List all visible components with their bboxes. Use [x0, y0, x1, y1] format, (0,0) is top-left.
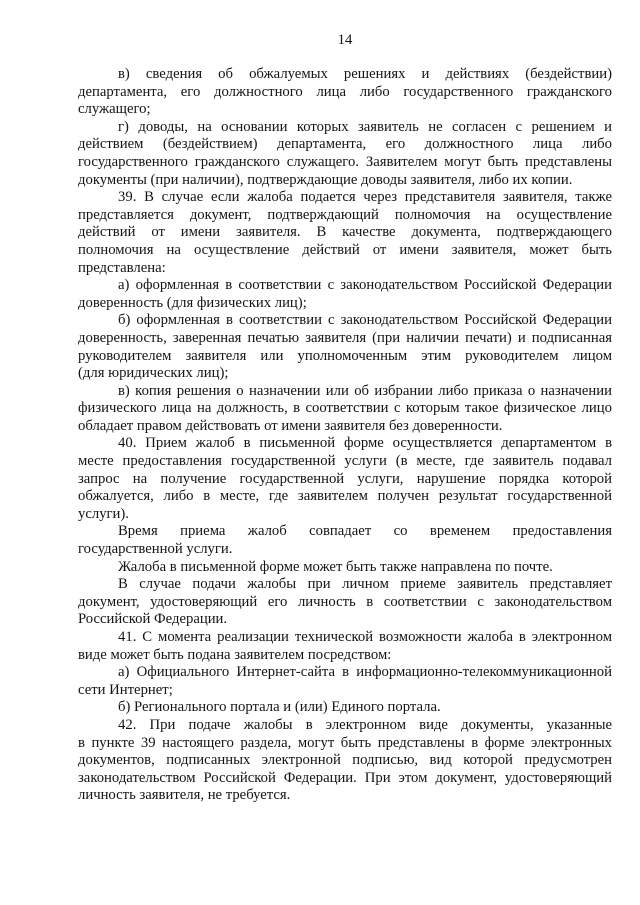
text-line: а) оформленная в соответствии с законодательством Российской Федерации — [118, 277, 612, 294]
clause-40 — [78, 435, 612, 523]
document-body — [78, 66, 612, 805]
text-line: б) оформленная в соответствии с законодательством Российской Федерации — [118, 312, 612, 329]
text-line: запрос на получение государственной услуги, нарушение порядка которой — [78, 470, 612, 487]
text-line: документов, подписанных электронной подписью, вид которой предусмотрен — [78, 752, 612, 769]
text-line: 39. В случае если жалоба подается через представителя заявителя, также — [118, 189, 612, 206]
text-line: б) Регионального портала и (или) Единого портала. — [118, 699, 441, 716]
text-line: служащего; — [78, 101, 151, 118]
text-line: 40. Прием жалоб в письменной форме осуществляется департаментом в — [118, 435, 612, 452]
text-line: действием (бездействием) департамента, его должностного лица либо — [78, 136, 612, 153]
text-line: документы (при наличии), подтверждающие доводы заявителя, либо их копии. — [78, 171, 573, 188]
text-line: услуги). — [78, 505, 129, 522]
text-line: в) копия решения о назначении или об избрании либо приказа о назначении — [118, 382, 612, 399]
page-number: 14 — [337, 32, 353, 48]
text-line: представлена: — [78, 259, 166, 276]
text-line: в) сведения об обжалуемых решениях и действиях (бездействии) — [118, 66, 612, 82]
clause-41-subitem-b — [78, 699, 612, 717]
text-line: В случае подачи жалобы при личном приеме заявитель представляет — [118, 576, 612, 593]
clause-39 — [78, 189, 612, 277]
clause-40-reception-time — [78, 523, 612, 558]
text-line: обладает правом действовать от имени заявителя без доверенности. — [78, 417, 503, 434]
text-line: сети Интернет; — [78, 681, 173, 698]
clause-39-subitem-b — [78, 312, 612, 382]
text-line: руководителем заявителя или уполномоченным этим руководителем лицом — [78, 347, 612, 364]
text-line: доверенность (для физических лиц); — [78, 294, 307, 311]
subitem-v-appealed-actions — [78, 66, 612, 119]
text-line: полномочия на осуществление действий от имени заявителя, может быть — [78, 241, 612, 258]
text-line: личность заявителя, не требуется. — [78, 787, 291, 804]
text-line: месте предоставления государственной услуги (в месте, где заявитель подавал — [78, 453, 612, 470]
text-line: обжалуется, либо в месте, где заявителем получен результат государственной — [78, 488, 612, 505]
text-line: государственного гражданского служащего. Заявителем могут быть представлены — [78, 153, 612, 170]
clause-40-postal-submission — [78, 559, 612, 577]
clause-39-subitem-v — [78, 383, 612, 436]
text-line: действий от имени заявителя. В качестве документа, подтверждающего — [78, 224, 612, 241]
text-line: документ, удостоверяющий его личность в соответствии с законодательством — [78, 593, 612, 610]
clause-41 — [78, 629, 612, 664]
text-line: доверенность, заверенная печатью заявителя (при наличии печати) и подписанная — [78, 329, 612, 346]
text-line: (для юридических лиц); — [78, 365, 229, 382]
text-line: 41. С момента реализации технической возможности жалоба в электронном — [118, 629, 612, 645]
text-line: Российской Федерации. — [78, 611, 228, 628]
text-line: 42. При подаче жалобы в электронном виде документы, указанные — [118, 716, 612, 733]
text-line: государственной услуги. — [78, 541, 233, 558]
text-line: а) Официального Интернет-сайта в информационно-телекоммуникационной — [118, 664, 612, 681]
text-line: физического лица на должность, в соответствии с которым такое физическое лицо — [78, 400, 612, 417]
text-line: г) доводы, на основании которых заявитель не согласен с решением и — [118, 118, 612, 135]
text-line: виде может быть подана заявителем посредством: — [78, 646, 392, 663]
text-line: Жалоба в письменной форме может быть также направлена по почте. — [118, 558, 553, 575]
text-line: департамента, его должностного лица либо государственного гражданского — [78, 83, 612, 100]
clause-39-subitem-a — [78, 277, 612, 312]
text-line: в пункте 39 настоящего раздела, могут быть представлены в форме электронных — [78, 734, 612, 751]
clause-41-subitem-a — [78, 664, 612, 699]
subitem-g-arguments — [78, 119, 612, 189]
text-line: Время приема жалоб совпадает со временем предоставления — [118, 523, 612, 540]
text-line: представляется документ, подтверждающий полномочия на осуществление — [78, 206, 612, 223]
clause-42 — [78, 717, 612, 805]
clause-40-personal-reception — [78, 576, 612, 629]
text-line: законодательством Российской Федерации. При этом документ, удостоверяющий — [78, 769, 612, 786]
